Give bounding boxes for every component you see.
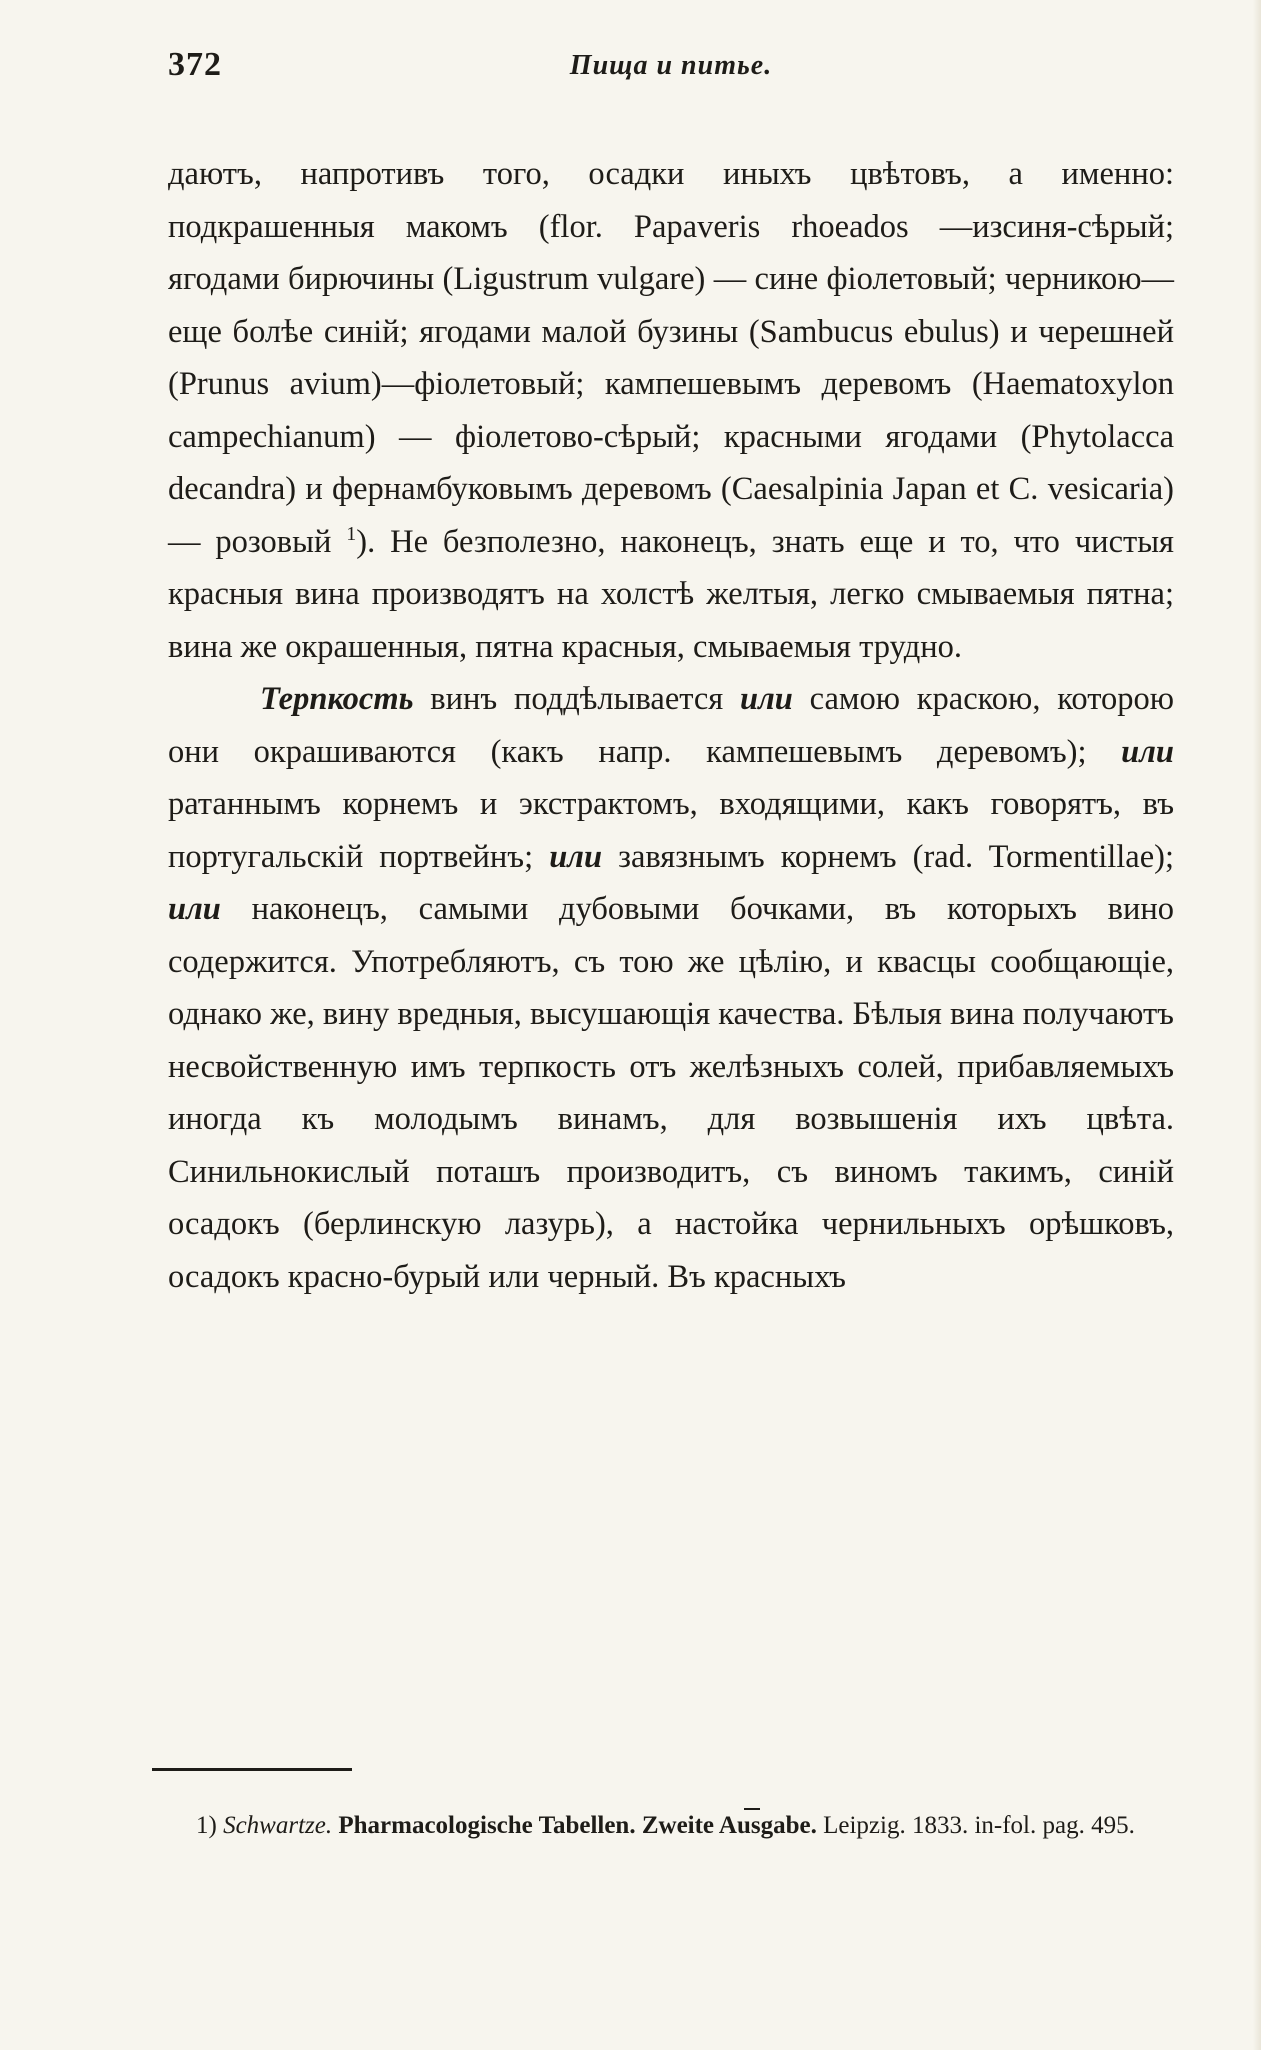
paragraph-text: винъ поддѣлывается (413, 681, 740, 717)
paragraph-text: ратаннымъ корнемъ и экстрактомъ, входящими, какъ говорятъ, въ португальскій портвейнъ; (168, 786, 1174, 875)
page-edge (1253, 0, 1261, 2050)
paragraph-text: завязнымъ корнемъ (rad. Tormentillae); (602, 838, 1175, 875)
footnote-details: Leipzig. 1833. in-fol. pag. 495. (823, 1812, 1135, 1839)
footnote-author: Schwartze. (223, 1812, 333, 1839)
emphasized-word: или (740, 681, 793, 717)
footnote-marker: 1) (196, 1812, 217, 1839)
paragraph-text: самою краскою, которою они окрашиваются (какъ напр. кампешевымъ деревомъ); (168, 681, 1174, 770)
page-header (168, 46, 1174, 96)
footnote-reference: 1 (346, 522, 357, 545)
paragraph (168, 148, 1174, 673)
paragraph-text: ). Не безполезно, наконецъ, знать еще и то, что чистыя красныя вина производятъ на холстѣ желтыя, легко смываемыя пятна; вина же окрашенныя, пятна красныя, смываемыя трудно. (168, 523, 1174, 665)
paragraph (168, 673, 1174, 1303)
emphasized-word: или (1121, 733, 1174, 770)
emphasized-word: или (549, 838, 603, 875)
emphasized-word: или (168, 891, 221, 927)
main-text (168, 148, 1174, 1303)
paragraph-text: наконецъ, самыми дубовыми бочками, въ которыхъ вино содержится. Употребляютъ, съ тою же цѣлію, и квасцы сообщающіе, однако же, вину вредныя, высушающія качества. Бѣлыя вина получаютъ несвойственную имъ терпкость отъ желѣзныхъ солей, прибавляемыхъ иногда къ молодымъ винамъ, для возвышенія ихъ цвѣта. Синильнокислый поташъ производитъ, съ виномъ такимъ, синій осадокъ (берлинскую лазурь), а настойка чернильныхъ орѣшковъ, осадокъ красно-бурый или черный. Въ красныхъ (168, 891, 1174, 1295)
footnote (168, 1806, 1174, 1846)
paragraph-text: даютъ, напротивъ того, осадки иныхъ цвѣтовъ, а именно: подкрашенныя макомъ (flor. Papaveris rhoeados —изсиня-сѣрый; ягодами бирючины (Ligustrum vulgare) — сине фіолетовый; черникою—еще болѣе синій; ягодами малой бузины (Sambucus ebulus) и черешней (Prunus avium)—фіолетовый; кампешевымъ деревомъ (Haematoxylon campechianum) — фіолетово-сѣрый; красными ягодами (Phytolacca decandra) и фернамбуковымъ деревомъ (Caesalpinia Japan et C. vesicaria) — розовый (168, 156, 1174, 560)
emphasized-term: Терпкость (260, 681, 414, 717)
running-title: Пища и питье. (569, 50, 773, 81)
footnote-divider (152, 1768, 352, 1771)
footnote-work-title: Pharmacologische Tabellen. Zweite Ausgabe. (338, 1812, 817, 1839)
page-number: 372 (168, 46, 222, 83)
